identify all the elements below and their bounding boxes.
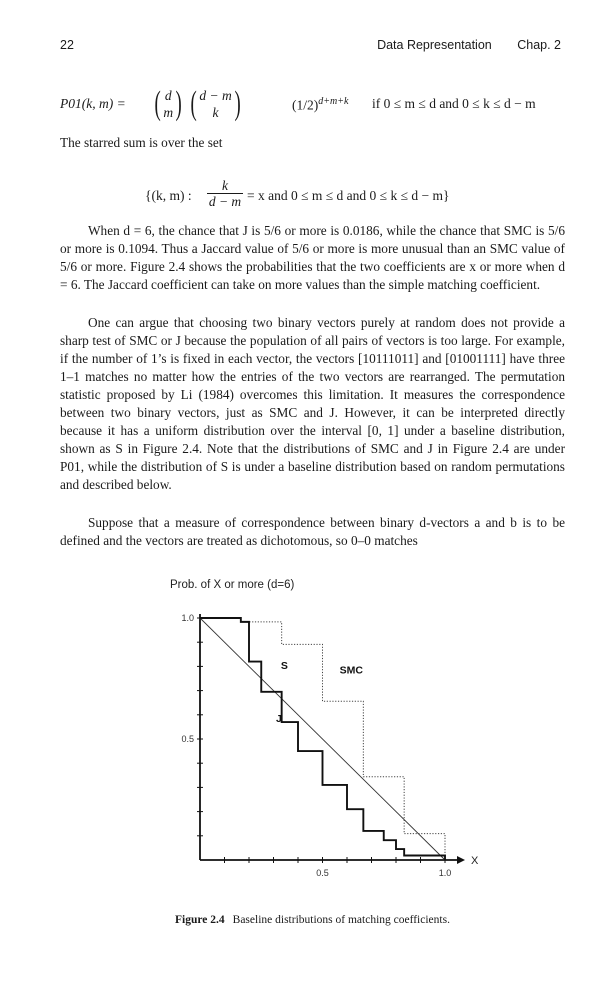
binomial-top: d − m: [199, 88, 232, 103]
fraction-numerator: k: [207, 178, 243, 194]
paragraph-starred-sum: The starred sum is over the set: [60, 135, 223, 150]
fraction: [207, 178, 243, 210]
paragraph-3: Suppose that a measure of correspondence between binary d-vectors a and b is to be defined and the vectors are treated as dichotomous, so 0–0 matches: [60, 515, 565, 548]
figure-caption: [60, 914, 565, 926]
running-head: [377, 38, 561, 52]
page-header: [60, 38, 561, 52]
equation-condition: if 0 ≤ m ≤ d and 0 ≤ k ≤ d − m: [372, 96, 536, 111]
set-condition: = x and 0 ≤ m ≤ d and 0 ≤ k ≤ d − m}: [247, 188, 450, 203]
binomial-bottom: k: [212, 105, 219, 120]
page-number: 22: [60, 38, 74, 52]
series-label-s: S: [280, 659, 288, 672]
caption-label: Figure 2.4: [175, 914, 225, 926]
x-tick-label: 0.5: [316, 868, 329, 878]
power-exponent: d+m+k: [318, 96, 349, 107]
power-base: (1/2): [292, 97, 319, 113]
paragraph-2: One can argue that choosing two binary vectors purely at random does not provide a sharp test of SMC or J because the population of all pairs of vectors is too large. For example, if the number of 1’s is fixed in each vector, the vectors [10111011] and [01001111] have three 1–1 matches no matter how the entries of the two vectors are rearranged. The permutation statistic proposed by Li (1984) overcomes this limitation. It measures the correspondence between two binary vectors, just as SMC and J. However, it can be interpreted directly because it has a uniform distribution over the interval [0, 1] under a baseline distribution, shown as S in Figure 2.4. Note that the distributions of SMC and J in Figure 2.4 are under P01, while the distribution of S is under a baseline distribution based on random permutations and described below.: [60, 315, 565, 492]
series-label-smc: SMC: [339, 664, 363, 677]
equation-p01: [60, 84, 565, 124]
figure-2-4: [160, 566, 479, 896]
series-line-s: [200, 618, 445, 860]
series-label-j: J: [275, 713, 282, 726]
paragraph-1: When d = 6, the chance that J is 5/6 or more is 0.0186, while the chance that SMC is 5/6 or more is 0.1094. Thus a Jaccard value of 5/6 or more is more unusual than an SMC value of 5/6 or more. Figure 2.4 shows the probabilities that the two coefficients are x or more when d = 6. The Jaccard coefficient can take on more values than the simple matching coefficient.: [60, 223, 565, 292]
equation-lhs: P01(k, m) =: [60, 96, 126, 111]
binomial-bottom: m: [163, 105, 174, 120]
caption-text: Baseline distributions of matching coefficients.: [232, 914, 450, 926]
set-open: {(k, m) :: [145, 188, 192, 203]
power-term: [292, 96, 348, 114]
y-tick-label: 1.0: [181, 613, 194, 623]
binomial-dm-k: ( d − m k ): [190, 85, 241, 122]
binomial-d-m: ( d m ): [154, 85, 182, 122]
chapter-label: Chap. 2: [517, 38, 561, 52]
equation-set: [145, 178, 545, 212]
x-axis-label: X: [471, 855, 479, 867]
chart: [160, 566, 479, 896]
y-tick-label: 0.5: [181, 734, 194, 744]
binomial-top: d: [164, 88, 172, 103]
x-axis-arrow: [457, 856, 465, 864]
section-title: Data Representation: [377, 38, 492, 52]
fraction-denominator: d − m: [208, 194, 242, 209]
x-tick-label: 1.0: [438, 868, 452, 878]
chart-title: Prob. of X or more (d=6): [170, 579, 295, 591]
